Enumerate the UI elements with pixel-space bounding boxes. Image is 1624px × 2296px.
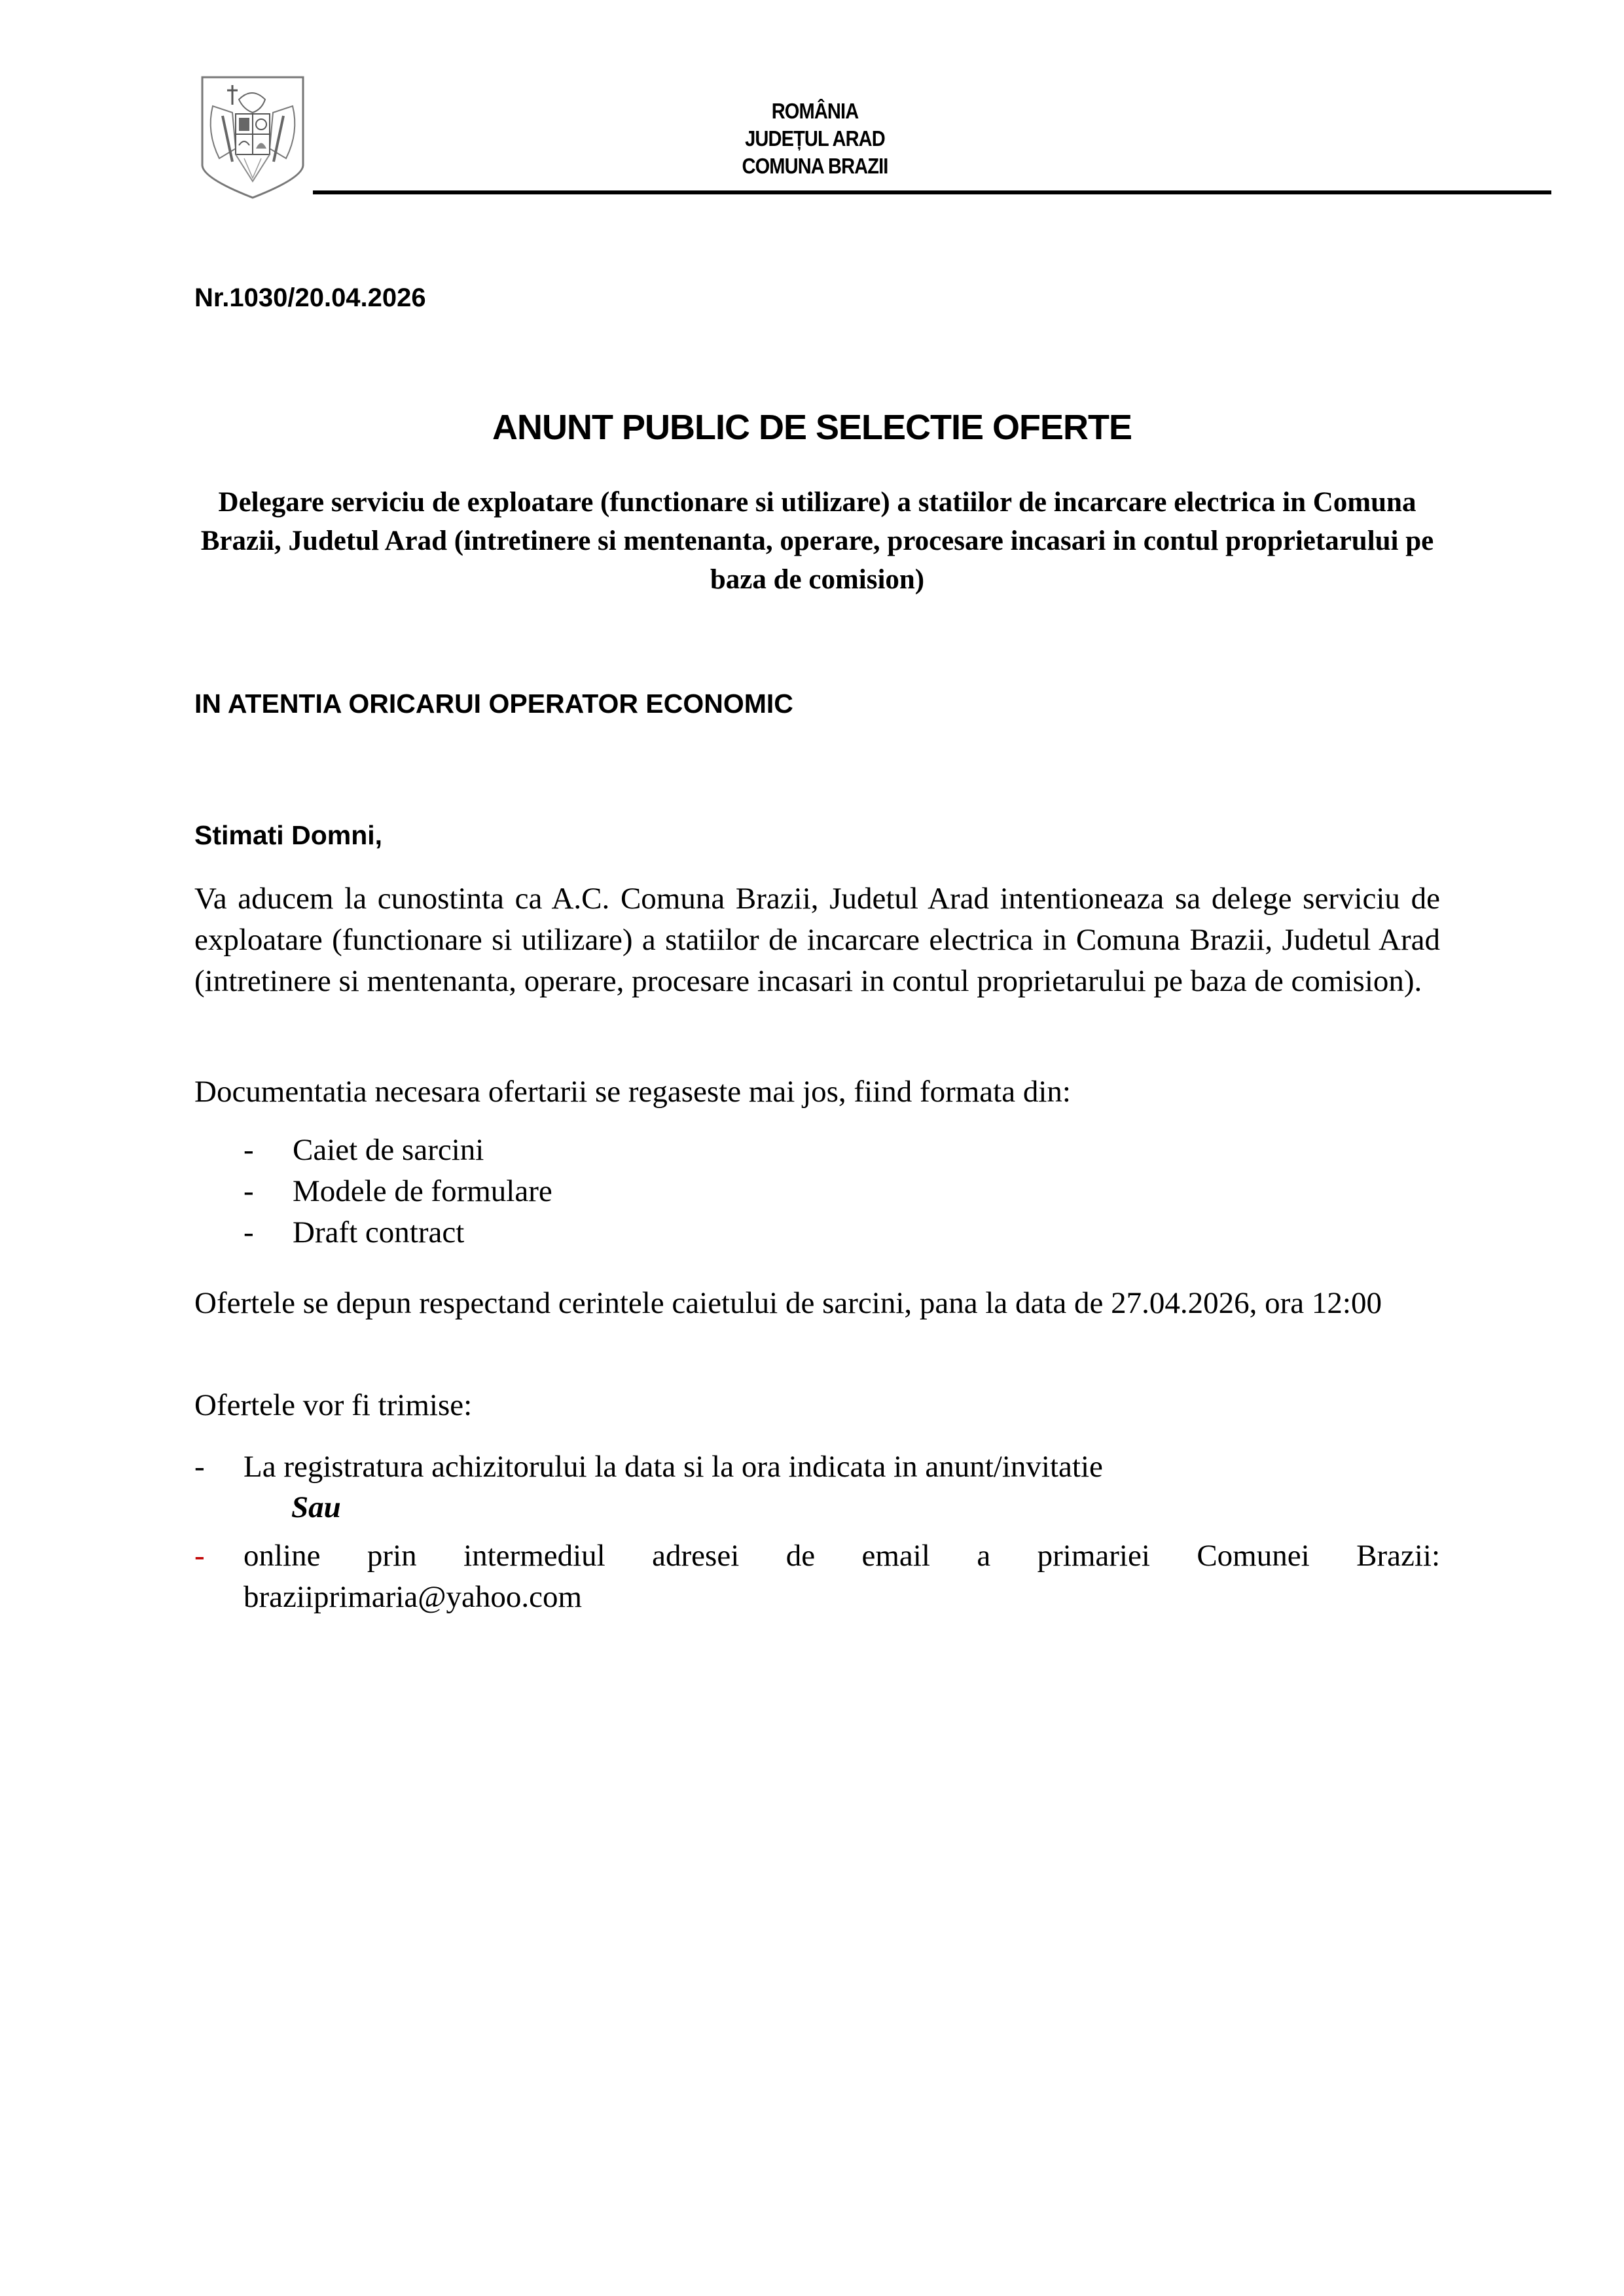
intro-paragraph: Va aducem la cunostinta ca A.C. Comuna Brazii, Judetul Arad intentioneaza sa delege serviciu de exploatare (functionare si utilizare) a statiilor de incarcare electrica in Comuna Brazii, Judetul Arad (intretinere si mentenanta, operare, procesare incasari in contul proprietarului pe baza de comision). [194,882,1440,998]
header-country: ROMÂNIA [771,99,859,123]
registration-number: Nr.1030/20.04.2026 [194,283,426,312]
document-subtitle: Delegare serviciu de exploatare (functionare si utilizare) a statiilor de incarcare electrica in Comuna Brazii, Judetul Arad (intretinere si mentenanta, operare, procesare incasari in contul proprietarului pe baza de comision) [200,487,1434,595]
submission-option-text: online prin intermediul adresei de email a primariei Comunei Brazii: [244,1539,1440,1573]
separator-or: Sau [291,1490,341,1524]
list-item [194,1171,552,1212]
list-item [194,1212,552,1253]
deadline-paragraph: Ofertele se depun respectand cerintele caietului de sarcini, pana la data de 27.04.2026, ora 12:00 [194,1286,1382,1320]
header-divider [313,190,1551,194]
documentation-item-label: Caiet de sarcini [293,1133,484,1167]
list-item [194,1130,552,1171]
list-bullet: - [194,1450,205,1484]
documentation-item-label: Modele de formulare [293,1174,552,1208]
documentation-item-label: Draft contract [293,1215,465,1249]
submission-intro: Ofertele vor fi trimise: [194,1388,473,1422]
document-title: ANUNT PUBLIC DE SELECTIE OFERTE [492,408,1132,447]
contact-email: braziiprimaria@yahoo.com [244,1580,582,1614]
submission-option-registry [194,1446,1440,1488]
documentation-intro: Documentatia necesara ofertarii se regaseste mai jos, fiind formata din: [194,1075,1071,1109]
documentation-list [194,1130,552,1253]
romania-coat-of-arms-icon [200,73,306,199]
submission-option-online [194,1535,1440,1618]
list-bullet: - [244,1215,254,1249]
list-bullet: - [244,1174,254,1208]
submission-option-text: La registratura achizitorului la data si la ora indicata in anunt/invitatie [244,1450,1103,1484]
attention-heading: IN ATENTIA ORICARUI OPERATOR ECONOMIC [194,689,793,719]
header-commune: COMUNA BRAZII [742,154,888,178]
list-bullet-red: - [194,1539,205,1573]
greeting: Stimati Domni, [194,820,383,850]
list-bullet: - [244,1133,254,1167]
header-county: JUDEȚUL ARAD [745,126,885,151]
